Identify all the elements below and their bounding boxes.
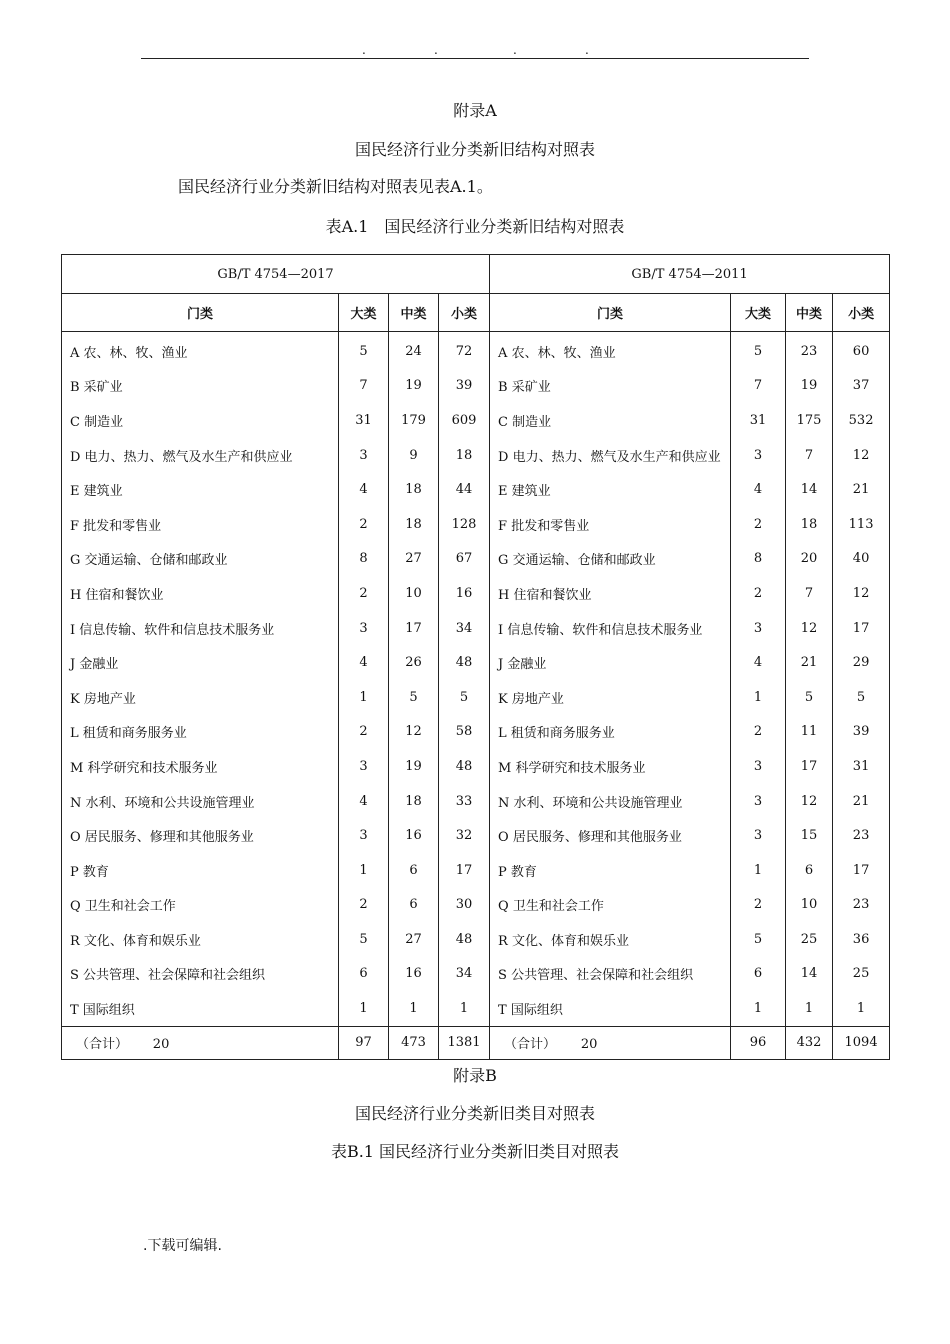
- 2017-medium-cell: 6: [389, 853, 439, 888]
- 2017-minor-cell: 67: [439, 542, 490, 577]
- column-header-medium: 中类: [786, 294, 833, 332]
- 2011-medium-cell: 23: [786, 332, 833, 369]
- 2011-minor-cell: 12: [833, 438, 890, 473]
- 2017-major-cell: 1: [339, 680, 389, 715]
- table-row: [62, 332, 890, 369]
- 2011-minor-cell: 17: [833, 611, 890, 646]
- appendix-a-title: 附录A: [453, 101, 497, 120]
- 2017-category-cell: C 制造业: [62, 403, 339, 438]
- 2011-medium-cell: 11: [786, 715, 833, 750]
- 2017-major-cell: 5: [339, 922, 389, 957]
- 2011-minor-cell: 5: [833, 680, 890, 715]
- 2011-major-cell: 3: [731, 784, 786, 819]
- 2011-medium-cell: 14: [786, 957, 833, 992]
- table-row: [62, 818, 890, 853]
- 2017-major-cell: 8: [339, 542, 389, 577]
- header-rule: [141, 58, 809, 59]
- 2011-medium-cell: 12: [786, 784, 833, 819]
- 2011-major-cell: 3: [731, 749, 786, 784]
- 2011-minor-cell: 12: [833, 576, 890, 611]
- 2011-minor-cell: 1: [833, 991, 890, 1026]
- 2017-medium-cell: 26: [389, 645, 439, 680]
- table-a1-caption: 表A.1 国民经济行业分类新旧结构对照表: [325, 217, 625, 236]
- 2017-medium-cell: 18: [389, 472, 439, 507]
- 2017-medium-cell: 24: [389, 332, 439, 369]
- 2011-category-cell: T 国际组织: [490, 991, 731, 1026]
- standard-2017-header: GB/T 4754—2017: [62, 255, 490, 294]
- 2017-major-cell: 7: [339, 369, 389, 404]
- table-row: [62, 507, 890, 542]
- 2017-major-cell: 4: [339, 472, 389, 507]
- 2011-category-cell: K 房地产业: [490, 680, 731, 715]
- 2017-major-cell: 1: [339, 991, 389, 1026]
- column-header-medium: 中类: [389, 294, 439, 332]
- 2017-minor-cell: 5: [439, 680, 490, 715]
- 2017-medium-cell: 12: [389, 715, 439, 750]
- 2011-minor-cell: 40: [833, 542, 890, 577]
- 2011-major-cell: 7: [731, 369, 786, 404]
- total-row: [62, 1026, 890, 1059]
- total-medium-2017: 473: [389, 1026, 439, 1059]
- table-row: [62, 922, 890, 957]
- header-dot: .: [513, 43, 517, 57]
- 2017-minor-cell: 48: [439, 922, 490, 957]
- 2017-category-cell: O 居民服务、修理和其他服务业: [62, 818, 339, 853]
- 2011-major-cell: 1: [731, 680, 786, 715]
- 2011-category-cell: R 文化、体育和娱乐业: [490, 922, 731, 957]
- table-row: [62, 576, 890, 611]
- appendix-a-subtitle: 国民经济行业分类新旧结构对照表: [354, 140, 595, 159]
- 2011-category-cell: E 建筑业: [490, 472, 731, 507]
- 2017-major-cell: 6: [339, 957, 389, 992]
- table-b1-caption: 表B.1 国民经济行业分类新旧类目对照表: [330, 1142, 620, 1161]
- 2011-category-cell: I 信息传输、软件和信息技术服务业: [490, 611, 731, 646]
- total-minor-2011: 1094: [833, 1026, 890, 1059]
- 2011-category-cell: A 农、林、牧、渔业: [490, 332, 731, 369]
- 2017-medium-cell: 19: [389, 749, 439, 784]
- 2011-category-cell: P 教育: [490, 853, 731, 888]
- header-dot: .: [585, 43, 589, 57]
- 2017-medium-cell: 18: [389, 784, 439, 819]
- 2011-major-cell: 1: [731, 853, 786, 888]
- 2017-medium-cell: 19: [389, 369, 439, 404]
- 2011-medium-cell: 14: [786, 472, 833, 507]
- header-dot: .: [362, 43, 366, 57]
- 2011-medium-cell: 21: [786, 645, 833, 680]
- 2017-medium-cell: 17: [389, 611, 439, 646]
- 2017-category-cell: I 信息传输、软件和信息技术服务业: [62, 611, 339, 646]
- table-row: [62, 888, 890, 923]
- 2017-category-cell: S 公共管理、社会保障和社会组织: [62, 957, 339, 992]
- 2017-medium-cell: 6: [389, 888, 439, 923]
- 2011-major-cell: 2: [731, 888, 786, 923]
- 2011-major-cell: 31: [731, 403, 786, 438]
- 2017-category-cell: P 教育: [62, 853, 339, 888]
- 2011-medium-cell: 19: [786, 369, 833, 404]
- 2011-major-cell: 2: [731, 576, 786, 611]
- total-major-2017: 97: [339, 1026, 389, 1059]
- 2017-minor-cell: 72: [439, 332, 490, 369]
- 2017-medium-cell: 18: [389, 507, 439, 542]
- 2017-category-cell: J 金融业: [62, 645, 339, 680]
- 2011-category-cell: Q 卫生和社会工作: [490, 888, 731, 923]
- 2017-category-cell: T 国际组织: [62, 991, 339, 1026]
- 2017-minor-cell: 16: [439, 576, 490, 611]
- 2011-minor-cell: 113: [833, 507, 890, 542]
- table-row: [62, 991, 890, 1026]
- 2017-minor-cell: 17: [439, 853, 490, 888]
- appendix-b-subtitle: 国民经济行业分类新旧类目对照表: [354, 1104, 595, 1123]
- 2011-major-cell: 2: [731, 507, 786, 542]
- 2011-medium-cell: 12: [786, 611, 833, 646]
- 2017-category-cell: A 农、林、牧、渔业: [62, 332, 339, 369]
- 2011-major-cell: 1: [731, 991, 786, 1026]
- footer-note: .下载可编辑.: [143, 1238, 222, 1254]
- table-row: [62, 749, 890, 784]
- 2017-major-cell: 5: [339, 332, 389, 369]
- table-row: [62, 715, 890, 750]
- table-row: [62, 611, 890, 646]
- 2017-medium-cell: 1: [389, 991, 439, 1026]
- 2017-medium-cell: 179: [389, 403, 439, 438]
- 2017-major-cell: 2: [339, 715, 389, 750]
- 2011-major-cell: 4: [731, 472, 786, 507]
- table-row: [62, 957, 890, 992]
- 2017-minor-cell: 128: [439, 507, 490, 542]
- 2017-medium-cell: 10: [389, 576, 439, 611]
- 2011-minor-cell: 532: [833, 403, 890, 438]
- 2017-minor-cell: 39: [439, 369, 490, 404]
- 2017-major-cell: 4: [339, 645, 389, 680]
- header-dot: .: [434, 43, 438, 57]
- comparison-table: [61, 254, 890, 1060]
- 2011-category-cell: D 电力、热力、燃气及水生产和供应业: [490, 438, 731, 473]
- column-header-minor: 小类: [833, 294, 890, 332]
- 2017-major-cell: 2: [339, 507, 389, 542]
- 2017-medium-cell: 16: [389, 818, 439, 853]
- 2017-medium-cell: 27: [389, 542, 439, 577]
- 2017-minor-cell: 48: [439, 749, 490, 784]
- 2011-category-cell: B 采矿业: [490, 369, 731, 404]
- 2017-category-cell: R 文化、体育和娱乐业: [62, 922, 339, 957]
- 2011-major-cell: 5: [731, 922, 786, 957]
- table-row: [62, 472, 890, 507]
- 2017-category-cell: E 建筑业: [62, 472, 339, 507]
- 2011-minor-cell: 23: [833, 818, 890, 853]
- 2011-category-cell: N 水利、环境和公共设施管理业: [490, 784, 731, 819]
- 2011-category-cell: S 公共管理、社会保障和社会组织: [490, 957, 731, 992]
- 2011-minor-cell: 36: [833, 922, 890, 957]
- 2011-medium-cell: 5: [786, 680, 833, 715]
- 2011-medium-cell: 15: [786, 818, 833, 853]
- 2011-major-cell: 8: [731, 542, 786, 577]
- 2011-category-cell: C 制造业: [490, 403, 731, 438]
- 2011-category-cell: L 租赁和商务服务业: [490, 715, 731, 750]
- 2017-category-cell: M 科学研究和技术服务业: [62, 749, 339, 784]
- total-label-2011: （合计） 20: [490, 1026, 731, 1059]
- 2017-minor-cell: 34: [439, 611, 490, 646]
- total-major-2011: 96: [731, 1026, 786, 1059]
- 2011-medium-cell: 1: [786, 991, 833, 1026]
- 2011-category-cell: G 交通运输、仓储和邮政业: [490, 542, 731, 577]
- 2017-category-cell: L 租赁和商务服务业: [62, 715, 339, 750]
- 2017-category-cell: F 批发和零售业: [62, 507, 339, 542]
- 2011-medium-cell: 25: [786, 922, 833, 957]
- 2017-major-cell: 2: [339, 576, 389, 611]
- table-row: [62, 542, 890, 577]
- 2011-category-cell: M 科学研究和技术服务业: [490, 749, 731, 784]
- 2011-major-cell: 3: [731, 611, 786, 646]
- 2017-minor-cell: 33: [439, 784, 490, 819]
- 2011-minor-cell: 39: [833, 715, 890, 750]
- 2011-medium-cell: 175: [786, 403, 833, 438]
- 2017-minor-cell: 44: [439, 472, 490, 507]
- 2017-medium-cell: 5: [389, 680, 439, 715]
- total-medium-2011: 432: [786, 1026, 833, 1059]
- 2017-major-cell: 3: [339, 438, 389, 473]
- 2011-medium-cell: 18: [786, 507, 833, 542]
- 2011-category-cell: J 金融业: [490, 645, 731, 680]
- 2017-major-cell: 3: [339, 611, 389, 646]
- 2017-minor-cell: 18: [439, 438, 490, 473]
- 2017-category-cell: H 住宿和餐饮业: [62, 576, 339, 611]
- 2017-category-cell: G 交通运输、仓储和邮政业: [62, 542, 339, 577]
- column-header-major: 大类: [339, 294, 389, 332]
- table-body: [62, 332, 890, 1027]
- 2017-category-cell: D 电力、热力、燃气及水生产和供应业: [62, 438, 339, 473]
- 2011-minor-cell: 23: [833, 888, 890, 923]
- 2011-medium-cell: 10: [786, 888, 833, 923]
- 2017-minor-cell: 48: [439, 645, 490, 680]
- 2011-category-cell: O 居民服务、修理和其他服务业: [490, 818, 731, 853]
- 2011-medium-cell: 7: [786, 438, 833, 473]
- 2011-minor-cell: 31: [833, 749, 890, 784]
- 2011-major-cell: 4: [731, 645, 786, 680]
- 2011-minor-cell: 60: [833, 332, 890, 369]
- 2011-medium-cell: 17: [786, 749, 833, 784]
- table-row: [62, 369, 890, 404]
- 2011-major-cell: 5: [731, 332, 786, 369]
- 2011-minor-cell: 25: [833, 957, 890, 992]
- total-label-2017: （合计） 20: [62, 1026, 339, 1059]
- 2017-major-cell: 4: [339, 784, 389, 819]
- 2017-minor-cell: 609: [439, 403, 490, 438]
- table-row: [62, 438, 890, 473]
- 2017-category-cell: N 水利、环境和公共设施管理业: [62, 784, 339, 819]
- 2011-category-cell: H 住宿和餐饮业: [490, 576, 731, 611]
- 2017-minor-cell: 1: [439, 991, 490, 1026]
- table-row: [62, 784, 890, 819]
- 2017-medium-cell: 16: [389, 957, 439, 992]
- 2011-major-cell: 2: [731, 715, 786, 750]
- column-header-category: 门类: [62, 294, 339, 332]
- 2017-category-cell: B 采矿业: [62, 369, 339, 404]
- 2017-minor-cell: 32: [439, 818, 490, 853]
- 2017-medium-cell: 27: [389, 922, 439, 957]
- 2011-minor-cell: 21: [833, 472, 890, 507]
- 2011-major-cell: 3: [731, 818, 786, 853]
- 2011-major-cell: 3: [731, 438, 786, 473]
- 2017-major-cell: 2: [339, 888, 389, 923]
- 2011-category-cell: F 批发和零售业: [490, 507, 731, 542]
- 2011-minor-cell: 29: [833, 645, 890, 680]
- 2017-major-cell: 1: [339, 853, 389, 888]
- total-minor-2017: 1381: [439, 1026, 490, 1059]
- column-header-major: 大类: [731, 294, 786, 332]
- table-row: [62, 853, 890, 888]
- 2017-minor-cell: 34: [439, 957, 490, 992]
- appendix-b-title: 附录B: [453, 1066, 497, 1085]
- 2011-medium-cell: 7: [786, 576, 833, 611]
- 2011-major-cell: 6: [731, 957, 786, 992]
- 2017-category-cell: Q 卫生和社会工作: [62, 888, 339, 923]
- 2017-category-cell: K 房地产业: [62, 680, 339, 715]
- 2017-medium-cell: 9: [389, 438, 439, 473]
- standard-2011-header: GB/T 4754—2011: [490, 255, 890, 294]
- 2011-minor-cell: 21: [833, 784, 890, 819]
- table-row: [62, 645, 890, 680]
- standard-header-row: [62, 255, 890, 294]
- 2017-major-cell: 3: [339, 749, 389, 784]
- column-header-category: 门类: [490, 294, 731, 332]
- appendix-a-intro: 国民经济行业分类新旧结构对照表见表A.1。: [178, 177, 493, 196]
- column-header-minor: 小类: [439, 294, 490, 332]
- table-row: [62, 680, 890, 715]
- 2017-minor-cell: 58: [439, 715, 490, 750]
- table-row: [62, 403, 890, 438]
- 2011-medium-cell: 6: [786, 853, 833, 888]
- 2017-major-cell: 3: [339, 818, 389, 853]
- 2017-major-cell: 31: [339, 403, 389, 438]
- 2011-minor-cell: 17: [833, 853, 890, 888]
- column-header-row: [62, 294, 890, 332]
- 2011-medium-cell: 20: [786, 542, 833, 577]
- 2017-minor-cell: 30: [439, 888, 490, 923]
- 2011-minor-cell: 37: [833, 369, 890, 404]
